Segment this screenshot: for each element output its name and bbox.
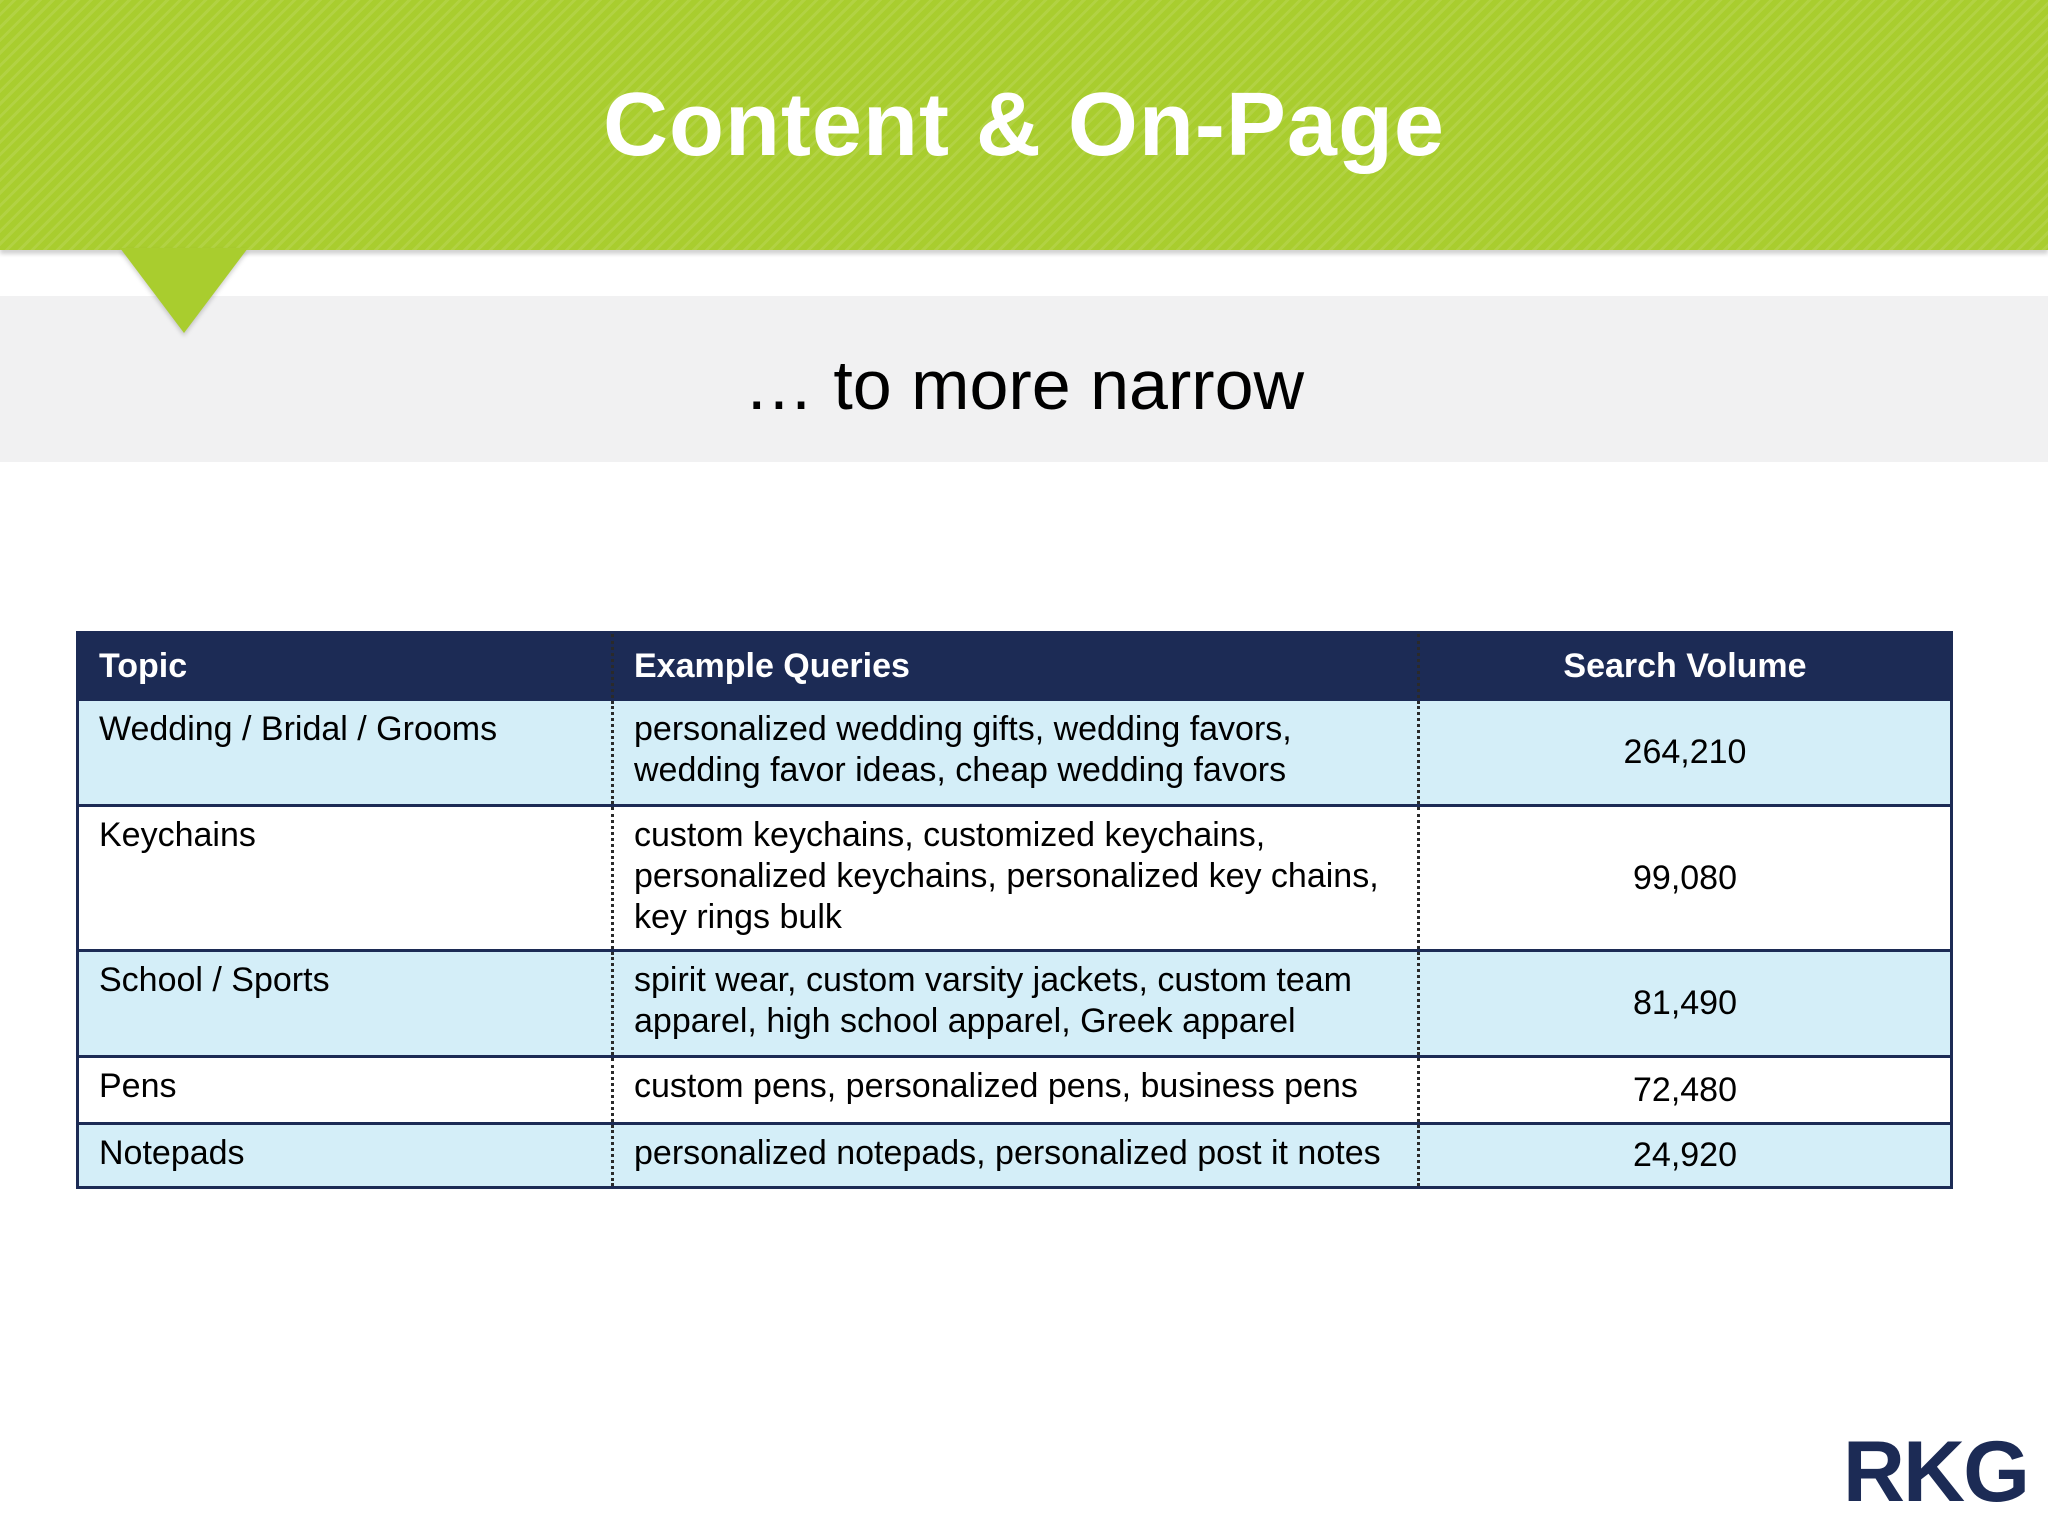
search-volume-table <box>76 631 1953 1189</box>
topic-cell: School / Sports <box>78 951 613 1057</box>
table-row <box>78 700 1952 806</box>
volume-cell: 264,210 <box>1419 700 1952 806</box>
slide-title: Content & On-Page <box>603 75 1445 175</box>
slide-subtitle: … to more narrow <box>743 346 1305 424</box>
queries-cell: personalized notepads, personalized post it notes <box>613 1124 1419 1188</box>
topic-cell: Notepads <box>78 1124 613 1188</box>
table-row <box>78 1057 1952 1124</box>
volume-cell: 99,080 <box>1419 806 1952 951</box>
volume-cell: 24,920 <box>1419 1124 1952 1188</box>
queries-cell: custom keychains, customized keychains, personalized keychains, personalized key chains, key rings bulk <box>613 806 1419 951</box>
banner-pointer <box>120 248 248 333</box>
header-example-queries: Example Queries <box>613 633 1419 700</box>
rkg-logo: RKG <box>1842 1424 2028 1520</box>
queries-cell: spirit wear, custom varsity jackets, custom team apparel, high school apparel, Greek apparel <box>613 951 1419 1057</box>
topic-cell: Pens <box>78 1057 613 1124</box>
table-header-row <box>78 633 1952 700</box>
table-row <box>78 1124 1952 1188</box>
header-topic: Topic <box>78 633 613 700</box>
topic-cell: Keychains <box>78 806 613 951</box>
header-search-volume: Search Volume <box>1419 633 1952 700</box>
volume-cell: 81,490 <box>1419 951 1952 1057</box>
queries-cell: personalized wedding gifts, wedding favors, wedding favor ideas, cheap wedding favors <box>613 700 1419 806</box>
topic-cell: Wedding / Bridal / Grooms <box>78 700 613 806</box>
queries-cell: custom pens, personalized pens, business pens <box>613 1057 1419 1124</box>
table-row <box>78 806 1952 951</box>
table-row <box>78 951 1952 1057</box>
volume-cell: 72,480 <box>1419 1057 1952 1124</box>
